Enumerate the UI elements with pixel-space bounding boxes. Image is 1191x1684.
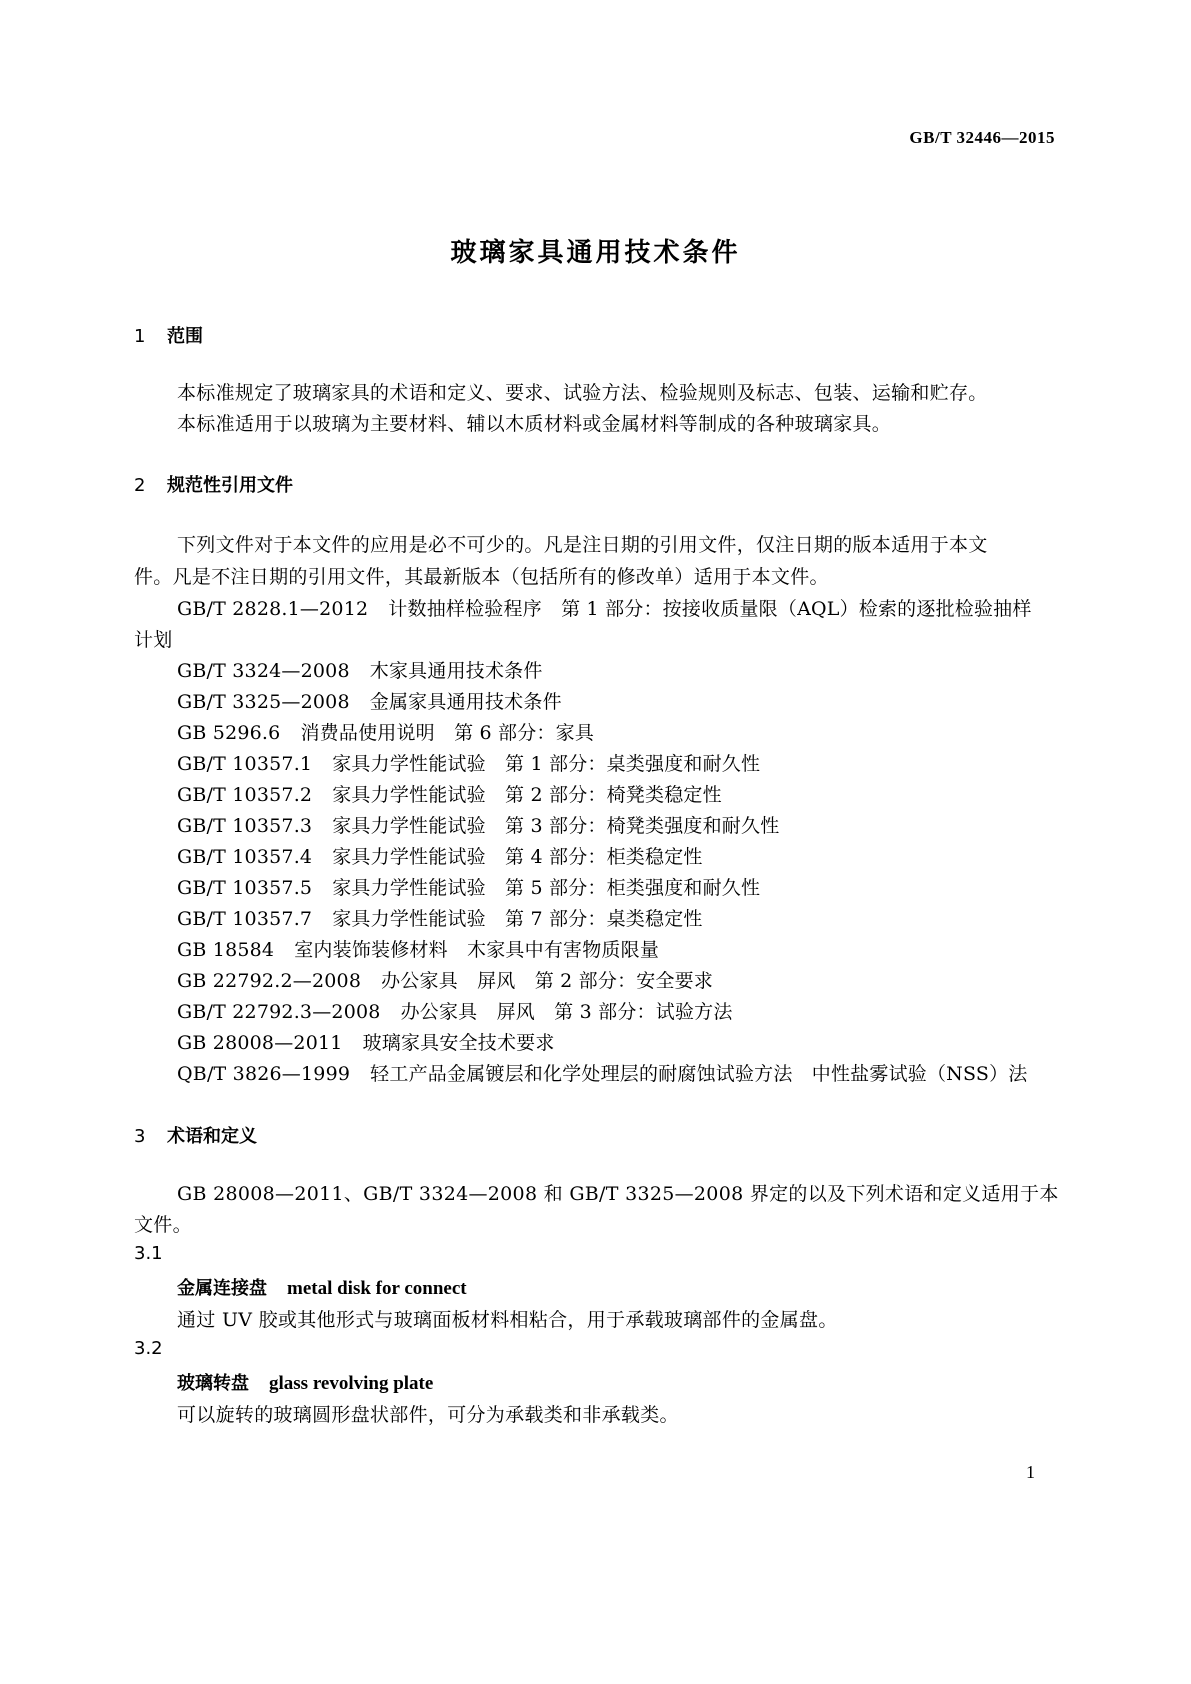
reference-item [177,935,659,962]
reference-title: 家具力学性能试验 第 1 部分：桌类强度和耐久性 [332,753,761,775]
reference-title: 室内装饰装修材料 木家具中有害物质限量 [294,939,660,961]
section-number: 3 [134,1126,146,1147]
paragraph: 本标准适用于以玻璃为主要材料、辅以木质材料或金属材料等制成的各种玻璃家具。 [177,413,892,435]
reference-code: GB/T 2828.1—2012 [177,598,369,620]
reference-item [177,811,779,838]
term-english: metal disk for connect [287,1278,467,1299]
section-title: 范围 [167,326,203,347]
reference-code: GB/T 3325—2008 [177,691,350,713]
reference-title: 家具力学性能试验 第 3 部分：椅凳类强度和耐久性 [332,815,780,837]
reference-title: 轻工产品金属镀层和化学处理层的耐腐蚀试验方法 中性盐雾试验（NSS）法 [370,1063,1028,1085]
reference-title: 家具力学性能试验 第 2 部分：椅凳类稳定性 [332,784,722,806]
term-number: 3.1 [134,1243,163,1264]
reference-item [177,1028,555,1055]
reference-code: QB/T 3826—1999 [177,1063,351,1085]
section-3-heading [134,1122,257,1148]
reference-code: GB/T 3324—2008 [177,660,350,682]
page-number: 1 [1026,1462,1035,1482]
reference-title: 计数抽样检验程序 第 1 部分：按接收质量限（AQL）检索的逐批检验抽样 [388,598,1032,620]
reference-item [177,842,703,869]
reference-item [177,873,760,900]
reference-title: 消费品使用说明 第 6 部分：家具 [300,722,595,744]
paragraph-continuation: 文件。 [134,1214,192,1236]
reference-title: 家具力学性能试验 第 7 部分：桌类稳定性 [332,908,703,930]
reference-item [177,780,722,807]
reference-title: 金属家具通用技术条件 [369,691,562,713]
paragraph: 下列文件对于本文件的应用是必不可少的。凡是注日期的引用文件，仅注日期的版本适用于本文 [177,534,988,556]
reference-title: 家具力学性能试验 第 4 部分：柜类稳定性 [332,846,703,868]
term-definition: 可以旋转的玻璃圆形盘状部件，可分为承载类和非承载类。 [177,1404,679,1426]
term-chinese: 金属连接盘 [177,1278,267,1299]
reference-title-continuation: 计划 [134,629,173,651]
paragraph: 本标准规定了玻璃家具的术语和定义、要求、试验方法、检验规则及标志、包装、运输和贮存。 [177,382,988,404]
reference-code: GB/T 10357.7 [177,908,313,930]
term-english: glass revolving plate [269,1373,434,1394]
reference-code: GB 18584 [177,939,275,961]
reference-code: GB 28008—2011 [177,1032,343,1054]
section-number: 2 [134,475,146,496]
reference-item [177,997,733,1024]
reference-item [177,1059,1028,1086]
reference-item [177,656,543,683]
reference-title: 玻璃家具安全技术要求 [362,1032,555,1054]
reference-title: 木家具通用技术条件 [369,660,543,682]
reference-item [177,749,760,776]
reference-code: GB/T 22792.3—2008 [177,1001,381,1023]
section-number: 1 [134,326,146,347]
reference-item [177,594,1032,621]
standard-code: GB/T 32446—2015 [909,128,1055,147]
section-title: 规范性引用文件 [167,475,293,496]
reference-code: GB/T 10357.2 [177,784,313,806]
reference-item [177,904,703,931]
term-chinese: 玻璃转盘 [177,1373,249,1394]
reference-title: 办公家具 屏风 第 3 部分：试验方法 [400,1001,733,1023]
reference-code: GB/T 10357.3 [177,815,313,837]
section-title: 术语和定义 [167,1126,257,1147]
document-title: 玻璃家具通用技术条件 [450,238,741,268]
reference-title: 家具力学性能试验 第 5 部分：柜类强度和耐久性 [332,877,761,899]
term-heading [177,1369,433,1395]
reference-code: GB/T 10357.4 [177,846,313,868]
paragraph-continuation: 件。凡是不注日期的引用文件，其最新版本（包括所有的修改单）适用于本文件。 [134,566,829,588]
term-heading [177,1274,467,1300]
reference-item [177,687,562,714]
reference-code: GB 5296.6 [177,722,281,744]
section-1-heading [134,322,203,348]
reference-code: GB 22792.2—2008 [177,970,362,992]
section-2-heading [134,471,293,497]
paragraph: GB 28008—2011、GB/T 3324—2008 和 GB/T 3325—2008 界定的以及下列术语和定义适用于本 [177,1183,1059,1205]
reference-code: GB/T 10357.1 [177,753,313,775]
reference-title: 办公家具 屏风 第 2 部分：安全要求 [381,970,714,992]
term-number: 3.2 [134,1338,163,1359]
reference-item [177,718,594,745]
term-definition: 通过 UV 胶或其他形式与玻璃面板材料相粘合，用于承载玻璃部件的金属盘。 [177,1309,838,1331]
reference-code: GB/T 10357.5 [177,877,313,899]
reference-item [177,966,713,993]
